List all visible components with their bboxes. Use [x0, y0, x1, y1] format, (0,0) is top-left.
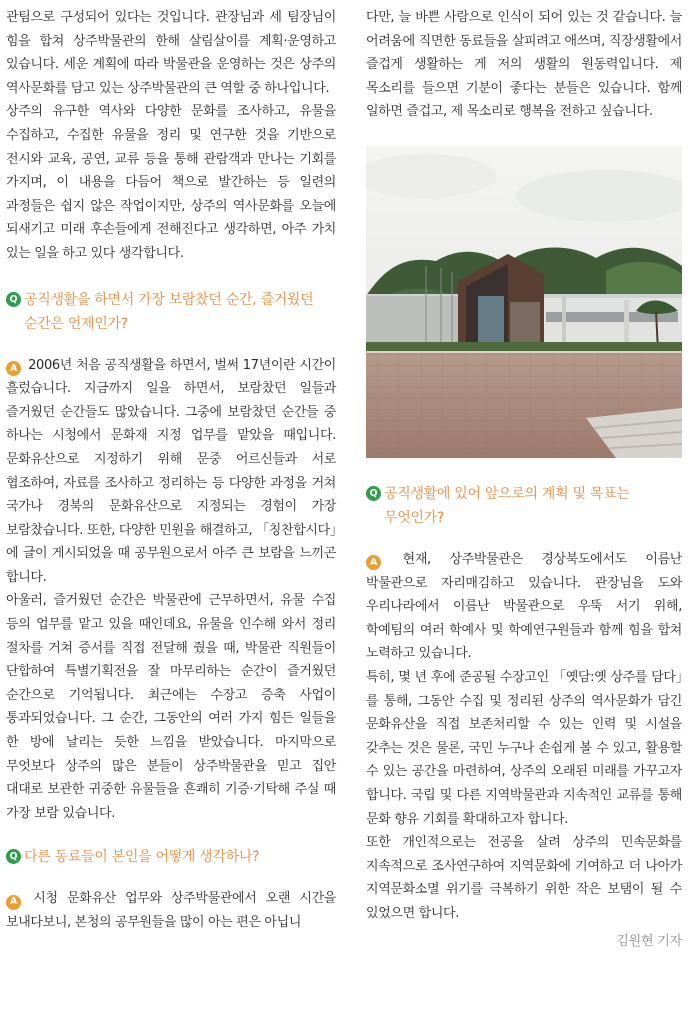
question-text: 다른 동료들이 본인을 어떻게 생각하나? — [24, 849, 260, 866]
paragraph: 상주의 유구한 역사와 다양한 문화를 조사하고, 유물을 수집하고, 수집한 유물을 정리 및 연구한 것을 기반으로 전시와 교육, 공연, 교류 등을 통해 관람객과 만나는 기회를 가지며, 이 내용을 다듬어 책으로 발간하는 등 일련의 과정들은 쉽지 않은 작업이지만, 상주의 역사문화를 오늘에 되새기고 미래 후손들에게 전해진다고 생각하면, 아주 가치 있는 일을 하고 있다 생각합니다. — [6, 104, 336, 261]
answer-badge-icon: A — [366, 555, 381, 570]
answer-3 — [366, 548, 682, 666]
question-2 — [6, 845, 336, 869]
question-3 — [366, 482, 682, 530]
question-badge-icon: Q — [6, 849, 21, 864]
answer-text: A 2006년 처음 공직생활을 하면서, 벌써 17년이란 시간이 흘렀습니다. 지금까지 일을 하면서, 보람찼던 일들과 즐거웠던 순간들도 많았습니다. 그중에 보람찼던 순간들 중 하나는 시청에서 문화재 지정 업무를 맡았을 때입니다. 문화유산으로 지정하기 위해 문중 어르신들과 서로 협조하여, 자료를 조사하고 정리하는 등 다양한 과정을 거쳐 국가나 경북의 문화유산으로 지정되는 경험이 가장 보람찼습니다. 또한, 다양한 민원을 해결하고, 「칭찬합시다」에 글이 게시되었을 때 공무원으로서 아주 큰 보람을 느끼곤 합니다. — [6, 357, 336, 585]
author-byline: 김원현 기자 — [616, 934, 682, 950]
question-text: 공직생활을 하면서 가장 보람찼던 순간, 즐거웠던 순간은 언제인가? — [24, 291, 314, 332]
question-1 — [6, 288, 336, 336]
paragraph: 다만, 늘 바쁜 사람으로 인식이 되어 있는 것 같습니다. 늘 어려움에 직면한 동료들을 살피려고 애쓰며, 직장생활에서 즐겁게 생활하는 게 저의 생활의 원동력입니다. 제 목소리를 들으면 기분이 좋다는 분들은 있습니다. 함께 일하면 즐겁고, 제 목소리로 행복을 전하고 싶습니다. — [366, 10, 682, 120]
right-column — [366, 6, 682, 949]
question-badge-icon: Q — [366, 486, 381, 501]
paragraph: 아울러, 즐거웠던 순간은 박물관에 근무하면서, 유물 수집 등의 업무를 맡고 있을 때인데요, 유물을 인수해 와서 정리 절차를 거쳐 증서를 직접 전달해 줬을 때, 박물관 직원들이 단합하여 특별기획전을 잘 마무리하는 순간이 즐거웠던 순간으로 기억됩니다. 최근에는 수장고 증축 사업이 통과되었습니다. 그 순간, 그동안의 여러 가지 힘든 일들을 한 방에 날리는 듯한 느낌을 받았습니다. 마지막으로 무엇보다 상주의 많은 분들이 상주박물관을 믿고 집안 대대로 보관한 귀중한 유물들을 흔쾌히 기증·기탁해 주실 때 가장 보람 있습니다. — [6, 593, 336, 821]
paragraph: 관팀으로 구성되어 있다는 것입니다. 관장님과 세 팀장님이 힘을 합쳐 상주박물관의 한해 살림살이를 계획·운영하고 있습니다. 세운 계획에 따라 박물관을 운영하는 것은 상주의 역사문화를 담고 있는 상주박물관의 큰 역할 중 하나입니다. — [6, 10, 336, 96]
answer-2 — [6, 887, 336, 934]
answer-badge-icon: A — [6, 361, 21, 376]
left-column — [6, 6, 336, 935]
question-text: 공직생활에 있어 앞으로의 계획 및 목표는 무엇인가? — [384, 485, 630, 526]
answer-badge-icon: A — [6, 895, 21, 910]
answer-text: A 시청 문화유산 업무와 상주박물관에서 오랜 시간을 보내다보니, 본청의 공무원들을 많이 아는 편은 아닙니 — [6, 891, 336, 930]
paragraph: 또한 개인적으로는 전공을 살려 상주의 민속문화를 지속적으로 조사연구하여 지역문화에 기여하고 더 나아가 지역문화소멸 위기를 극복하기 위한 작은 보탬이 될 수 있었으면 합니다. — [366, 835, 682, 921]
answer-text: A 현재, 상주박물관은 경상북도에서도 이름난 박물관으로 자리매김하고 있습니다. 관장님을 도와 우리나라에서 이름난 박물관으로 우뚝 서기 위해, 학예팀의 여러 학예사 및 학예연구원들과 함께 힘을 합쳐 노력하고 있습니다. — [366, 551, 682, 662]
answer-1 — [6, 354, 336, 590]
museum-photo — [366, 146, 682, 458]
question-badge-icon: Q — [6, 292, 21, 307]
paragraph: 특히, 몇 년 후에 준공될 수장고인 「옛담:옛 상주를 담다」를 통해, 그동안 수집 및 정리된 상주의 역사문화가 담긴 문화유산을 직접 보존처리할 수 있는 인력 및 시설을 갖추는 것은 물론, 국민 누구나 손쉽게 볼 수 있고, 활용할 수 있는 공간을 마련하여, 상주의 오래된 미래를 가꾸고자 합니다. 국립 및 다른 지역박물관과 지속적인 교류를 통해 문화 향유 기회를 확대하고자 합니다. — [366, 669, 682, 827]
